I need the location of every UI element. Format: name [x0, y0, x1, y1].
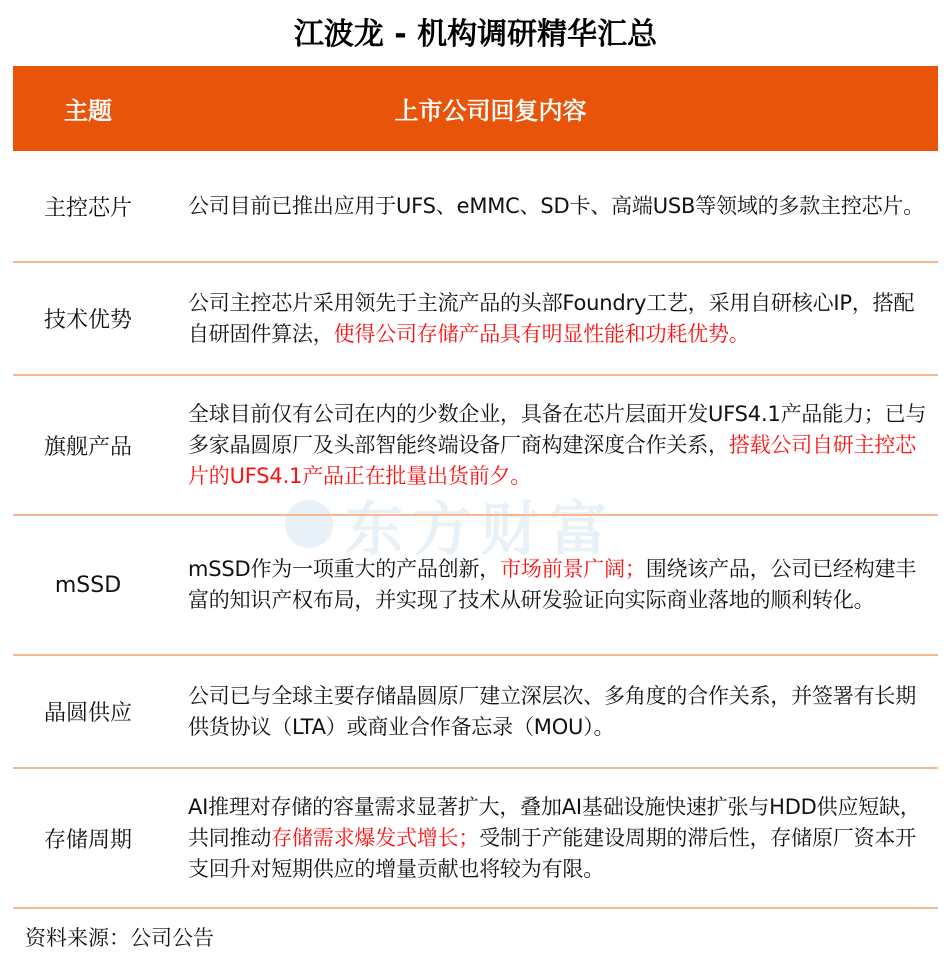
content-segment: 围绕该产品，公司已经构建丰富的知识产权布局，并实现了技术从研发验证向实际商业落地的顺利转化。: [188, 557, 917, 612]
row-content: [163, 554, 938, 616]
content-segment: 公司主控芯片采用领先于主流产品的头部Foundry工艺，采用自研核心IP，搭配自研固件算法，: [188, 290, 915, 346]
row-topic: 晶圆供应: [43, 701, 132, 726]
table-row: [13, 263, 938, 376]
row-topic: 技术优势: [43, 308, 132, 333]
content-segment: 公司目前已推出应用于UFS、eMMC、SD卡、高端USB等领域的多款主控芯片。: [188, 193, 925, 218]
row-content: [163, 191, 938, 222]
header-topic: 主题: [64, 97, 112, 125]
table-row: [13, 769, 938, 909]
content-segment: 全球目前仅有公司在内的少数企业，具备在芯片层面开发UFS4.1产品能力；已与多家晶圆原厂及头部智能终端设备厂商构建深度合作关系，: [188, 401, 927, 457]
content-segment: 公司已与全球主要存储晶圆原厂建立深层次、多角度的合作关系，并签署有长期供货协议（LTA）或商业合作备忘录（MOU）。: [188, 683, 916, 739]
table-header: [13, 66, 938, 151]
content-segment: AI推理对存储的容量需求显著扩大，叠加AI基础设施快速扩张与HDD供应短缺，共同推动: [188, 794, 921, 850]
content-segment: mSSD作为一项重大的产品创新，: [188, 557, 501, 581]
research-summary-table: [13, 66, 938, 909]
row-content: [163, 399, 938, 492]
table-row: [13, 516, 938, 656]
highlight-segment: 存储需求爆发式增长；: [271, 825, 480, 850]
highlight-segment: 使得公司存储产品具有明显性能和功耗优势。: [333, 321, 750, 346]
source-note: 资料来源：公司公告: [25, 926, 214, 950]
row-topic: 旗舰产品: [43, 434, 132, 460]
row-topic: 主控芯片: [43, 195, 132, 221]
row-content: [163, 681, 938, 743]
header-content: 上市公司回复内容: [394, 97, 587, 125]
row-topic: mSSD: [54, 572, 122, 598]
watermark-text: 东方财富: [345, 495, 618, 563]
row-content: [163, 792, 938, 885]
page-title: 江波龙 - 机构调研精华汇总: [293, 17, 658, 52]
highlight-segment: 市场前景广阔；: [500, 557, 646, 581]
table-row: [13, 656, 938, 769]
highlight-segment: 搭载公司自研主控芯片的UFS4.1产品正在批量出货前夕。: [188, 432, 917, 488]
row-topic: 存储周期: [43, 827, 132, 853]
table-row: [13, 151, 938, 263]
table-row: [13, 376, 938, 516]
row-content: [163, 288, 938, 350]
content-segment: 受制于产能建设周期的滞后性，存储原厂资本开支回升对短期供应的增量贡献也将较为有限。: [188, 825, 917, 881]
